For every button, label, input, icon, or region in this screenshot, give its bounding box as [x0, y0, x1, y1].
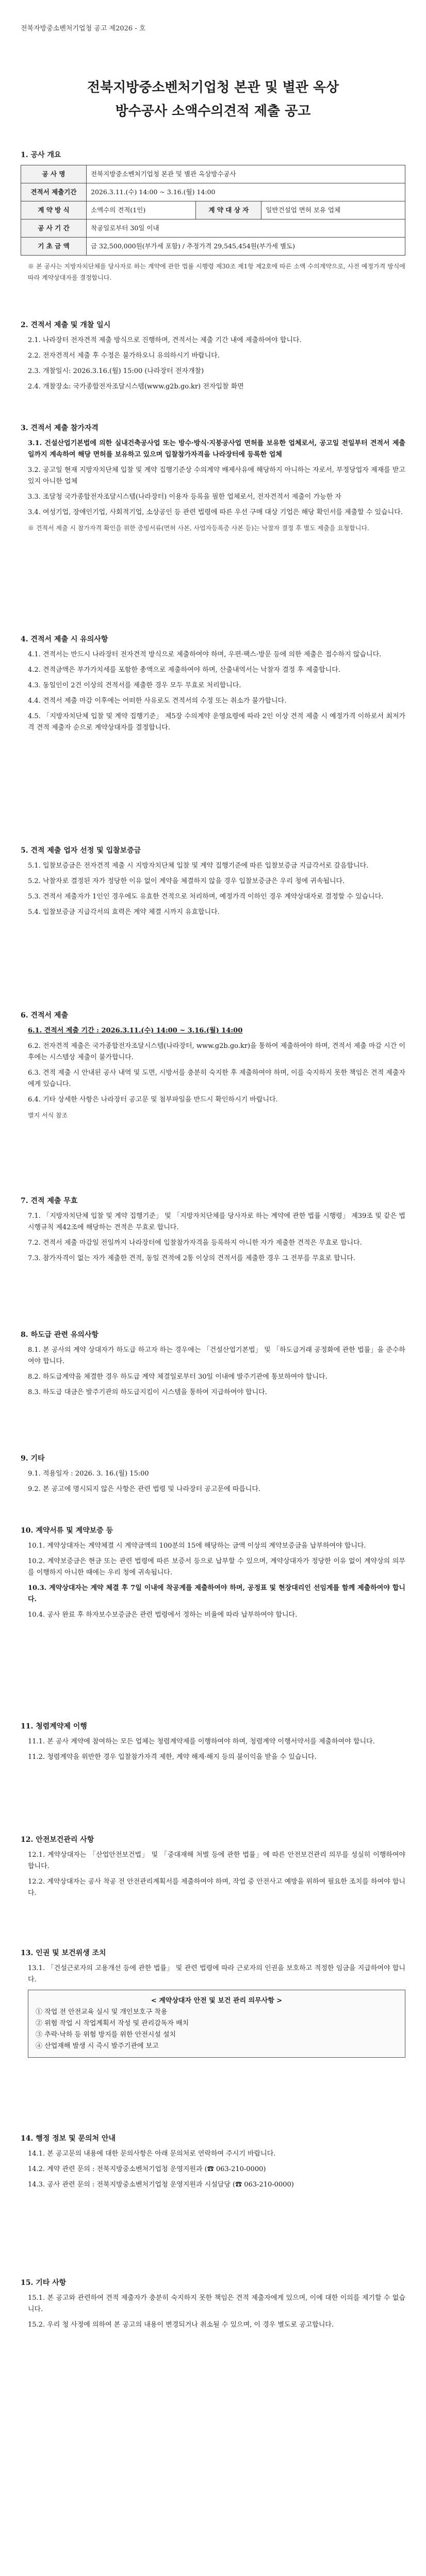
list-item: 3.4. 여성기업, 장애인기업, 사회적기업, 소상공인 등 관련 법령에 따른 우선 구매 대상 기업은 해당 확인서를 제출할 수 있습니다.	[28, 509, 403, 516]
overview-note: ※ 본 공사는 지방자치단체를 당사자로 하는 계약에 관한 법률 시행령 제30조 제1항 제2호에 따른 소액 수의계약으로, 사전 예정가격 방식에 따라 계약상대자를 결정합니다.	[28, 263, 405, 281]
list-item: 14.1. 본 공고문의 내용에 대한 문의사항은 아래 문의처로 연락하여 주시기 바랍니다.	[28, 2150, 276, 2158]
list-item: 3.2. 공고일 현재 지방자치단체 입찰 및 계약 집행기준상 수의계약 배제사유에 해당하지 아니하는 자로서, 부정당업자 제재를 받고 있지 아니한 업체	[28, 466, 405, 485]
table-value: 소액수의 견적(1인)	[87, 201, 196, 219]
obligation-line: ① 작업 전 안전교육 실시 및 개인보호구 착용	[36, 2008, 168, 2016]
list-item: 12.1. 계약상대자는 「산업안전보건법」 및 「중대재해 처벌 등에 관한 법률」에 따른 안전보건관리 의무를 성실히 이행하여야 합니다.	[28, 1851, 405, 1870]
section-human-rights	[21, 1947, 405, 2063]
list-item: 4.4. 견적서 제출 마감 이후에는 어떠한 사유로도 견적서의 수정 또는 취소가 불가합니다.	[28, 697, 287, 705]
list-item: 4.1. 견적서는 반드시 나라장터 전자견적 방식으로 제출하여야 하며, 우편·팩스·방문 등에 의한 제출은 접수하지 않습니다.	[28, 651, 382, 658]
section-heading: 5. 견적 제출 업자 선정 및 입찰보증금	[21, 846, 141, 855]
list-item: 11.2. 청렴계약을 위반한 경우 입찰참가자격 제한, 계약 해제·해지 등의 불이익을 받을 수 있습니다.	[28, 1753, 317, 1761]
list-item: 5.4. 입찰보증금 지급각서의 효력은 계약 체결 시까지 유효합니다.	[28, 908, 220, 916]
overview-table	[21, 165, 405, 256]
list-item: 8.2. 하도급계약을 체결한 경우 하도급 계약 체결일로부터 30일 이내에 발주기관에 통보하여야 합니다.	[28, 1373, 327, 1381]
section-bid-bond	[21, 845, 405, 922]
list-item: 4.5. 「지방자치단체 입찰 및 계약 집행기준」 제5장 수의계약 운영요령에 따라 2인 이상 견적 제출 시 예정가격 이하로서 최저가격 견적 제출자 순으로 계약상대자를 결정합니다.	[28, 713, 405, 732]
list-item: 15.2. 우리 청 사정에 의하여 본 공고의 내용이 변경되거나 취소될 수 있으며, 이 경우 별도로 공고합니다.	[28, 2321, 334, 2329]
section-submission-cautions	[21, 634, 405, 738]
list-item: 7.2. 견적서 제출 마감일 전일까지 나라장터에 입찰참가자격을 등록하지 아니한 자가 제출한 견적은 무효로 합니다.	[28, 1239, 362, 1247]
section-overview	[21, 149, 405, 287]
table-row	[21, 183, 405, 201]
table-value: 금 32,500,000원(부가세 포함) / 추정가격 29,545,454원(부가세 별도)	[87, 238, 405, 256]
table-value: 일반건설업 면허 보유 업체	[261, 201, 405, 219]
obligations-box	[28, 1990, 405, 2058]
section-heading: 1. 공사 개요	[21, 151, 61, 159]
obligations-box-title: < 계약상대자 안전 및 보건 관리 의무사항 >	[151, 1997, 283, 2005]
list-item: 10.4. 공사 완료 후 하자보수보증금은 관련 법령에서 정하는 비율에 따라 납부하여야 합니다.	[28, 1611, 298, 1619]
table-value: 착공일로부터 30일 이내	[87, 219, 405, 238]
form-reference-note: 별지 서식 참조	[28, 1112, 68, 1119]
table-row	[21, 165, 405, 183]
section-contract-documents	[21, 1525, 405, 1625]
list-item: 6.3. 견적 제출 시 안내된 공사 내역 및 도면, 시방서를 충분히 숙지한 후 제출하여야 하며, 이를 숙지하지 못한 책임은 견적 제출자에게 있습니다.	[28, 1069, 405, 1088]
eligibility-note: ※ 견적서 제출 시 참가자격 확인을 위한 증빙서류(면허 사본, 사업자등록증 사본 등)는 낙찰자 결정 후 별도 제출을 요청합니다.	[28, 524, 369, 532]
table-value: 2026.3.11.(수) 14:00 ~ 3.16.(월) 14:00	[87, 183, 405, 201]
table-row	[21, 201, 405, 219]
list-item: 3.3. 조달청 국가종합전자조달시스템(나라장터) 이용자 등록을 필한 업체로서, 전자견적서 제출이 가능한 자	[28, 493, 341, 501]
list-item: 6.1. 견적서 제출 기간 : 2026.3.11.(수) 14:00 ~ 3.16.(월) 14:00	[28, 1027, 243, 1035]
list-item: 13.1. 「건설근로자의 고용개선 등에 관한 법률」 및 관련 법령에 따라 근로자의 인권을 보호하고 적정한 임금을 지급하여야 합니다.	[28, 1964, 405, 1984]
section-contact	[21, 2133, 405, 2195]
section-heading: 6. 견적서 제출	[21, 1011, 68, 1020]
list-item: 15.1. 본 공고와 관련하여 견적 제출자가 충분히 숙지하지 못한 책임은 견적 제출자에게 있으며, 이에 대한 이의를 제기할 수 없습니다.	[28, 2294, 405, 2313]
list-item: 14.3. 공사 관련 문의 : 전북지방중소벤처기업청 운영지원과 시설담당 (☎ 063-210-0000)	[28, 2181, 294, 2189]
section-heading: 12. 안전보건관리 사항	[21, 1836, 94, 1844]
table-key: 공 사 명	[21, 165, 87, 183]
list-item: 3.1. 건설산업기본법에 의한 실내건축공사업 또는 방수·방식·지붕공사업 면허를 보유한 업체로서, 공고일 전일부터 견적서 제출일까지 계속하여 해당 면허를 보유하고 있으며 입찰참가자격을 나라장터에 등록한 업체	[28, 439, 405, 459]
list-item: 9.1. 적용일자 : 2026. 3. 16.(월) 15:00	[28, 1470, 149, 1478]
notice-number: 전북자방중소벤처기업청 공고 제2026 - 호	[21, 25, 146, 32]
obligation-line: ④ 산업재해 발생 시 즉시 발주기관에 보고	[36, 2042, 159, 2050]
list-item: 2.3. 개찰일시: 2026.3.16.(월) 15:00 (나라장터 전자개찰)	[28, 367, 204, 375]
section-heading: 3. 견적서 제출 참가자격	[21, 424, 99, 432]
list-item: 8.3. 하도급 대금은 발주기관의 하도급지킴이 시스템을 통하여 지급하여야 합니다.	[28, 1388, 267, 1396]
list-item: 5.3. 견적서 제출자가 1인인 경우에도 유효한 견적으로 처리하며, 예정가격 이하인 경우 계약상대자로 결정할 수 있습니다.	[28, 893, 384, 901]
list-item: 5.1. 입찰보증금은 전자견적 제출 시 지방자치단체 입찰 및 계약 집행기준에 따른 입찰보증금 지급각서로 갈음합니다.	[28, 862, 369, 870]
list-item: 4.2. 견적금액은 부가가치세를 포함한 총액으로 제출하여야 하며, 산출내역서는 낙찰자 결정 후 제출합니다.	[28, 666, 340, 674]
table-key: 견적서 제출기간	[21, 183, 87, 201]
section-submission-schedule	[21, 319, 405, 397]
section-other	[21, 2277, 405, 2335]
list-item: 2.2. 전자견적서 제출 후 수정은 불가하오니 유의하시기 바랍니다.	[28, 352, 220, 360]
list-item: 10.2. 계약보증금은 현금 또는 관련 법령에 따른 보증서 등으로 납부할 수 있으며, 계약상대자가 정당한 이유 없이 계약상의 의무를 이행하지 아니한 때에는 우리 청에 귀속됩니다.	[28, 1557, 405, 1577]
section-heading: 7. 견적 제출 무효	[21, 1197, 78, 1205]
section-heading: 9. 기타	[21, 1454, 45, 1463]
section-heading: 14. 행정 정보 및 문의처 안내	[21, 2134, 116, 2143]
table-key: 계 약 방 식	[21, 201, 87, 219]
obligation-line: ③ 추락·낙하 등 위험 방지를 위한 안전시설 설치	[36, 2031, 176, 2039]
list-item: 8.1. 본 공사의 계약 상대자가 하도급 하고자 하는 경우에는 「건설산업기본법」 및 「하도급거래 공정화에 관한 법률」을 준수하여야 합니다.	[28, 1346, 405, 1365]
table-row	[21, 238, 405, 256]
list-item: 10.1. 계약상대자는 계약체결 시 계약금액의 100분의 15에 해당하는 금액 이상의 계약보증금을 납부하여야 합니다.	[28, 1542, 366, 1550]
section-invalid-quotation	[21, 1195, 405, 1268]
section-heading: 8. 하도급 관련 유의사항	[21, 1331, 99, 1339]
table-key: 기 초 금 액	[21, 238, 87, 256]
section-quotation-submission	[21, 1010, 405, 1125]
table-key: 계 약 대 상 자	[196, 201, 261, 219]
section-heading: 10. 계약서류 및 계약보증 등	[21, 1527, 113, 1535]
section-heading: 15. 기타 사항	[21, 2279, 67, 2287]
table-key: 공 사 기 간	[21, 219, 87, 238]
section-heading: 13. 인권 및 보건위생 조치	[21, 1949, 106, 1957]
section-heading: 2. 견적서 제출 및 개찰 일시	[21, 321, 111, 329]
list-item: 6.2. 전자견적 제출은 국가종합전자조달시스템(나라장터, www.g2b.go.kr)을 통하여 제출하여야 하며, 견적서 제출 마감 시간 이후에는 시스템상 제출이 불가합니다.	[28, 1042, 405, 1061]
section-heading: 4. 견적서 제출 시 유의사항	[21, 635, 108, 643]
list-item: 7.1. 「지방자치단체 입찰 및 계약 집행기준」 및 「지방자치단체를 당사자로 하는 계약에 관한 법률 시행령」 제39조 및 같은 법 시행규칙 제42조에 해당하는 견적은 무효로 합니다.	[28, 1212, 405, 1231]
section-subcontract	[21, 1329, 405, 1402]
table-row	[21, 219, 405, 238]
section-eligibility	[21, 422, 405, 538]
section-misc	[21, 1453, 405, 1499]
list-item: 5.2. 낙찰자로 결정된 자가 정당한 이유 없이 계약을 체결하지 않을 경우 입찰보증금은 우리 청에 귀속됩니다.	[28, 877, 345, 885]
document-title-line2: 방수공사 소액수의견적 제출 공고	[115, 104, 311, 119]
list-item: 2.1. 나라장터 전자견적 제출 방식으로 진행하며, 견적서는 제출 기간 내에 제출하여야 합니다.	[28, 336, 302, 344]
list-item: 2.4. 개찰장소: 국가종합전자조달시스템(www.g2b.go.kr) 전자입찰 화면	[28, 383, 244, 391]
list-item: 12.2. 계약상대자는 공사 착공 전 안전관리계획서를 제출하여야 하며, 작업 중 안전사고 예방을 위하여 필요한 조치를 하여야 합니다.	[28, 1878, 405, 1897]
list-item: 9.2. 본 공고에 명시되지 않은 사항은 관련 법령 및 나라장터 공고문에 따릅니다.	[28, 1485, 261, 1493]
list-item: 7.3. 참가자격이 없는 자가 제출한 견적, 동일 견적에 2통 이상의 견적서를 제출한 경우 그 전부를 무효로 합니다.	[28, 1255, 355, 1262]
table-value: 전북지방중소벤처기업청 본관 및 별관 옥상방수공사	[87, 165, 405, 183]
list-item: 10.3. 계약상대자는 계약 체결 후 7일 이내에 착공계를 제출하여야 하며, 공정표 및 현장대리인 선임계를 함께 제출하여야 합니다.	[28, 1584, 405, 1603]
section-integrity-contract	[21, 1721, 405, 1767]
section-heading: 11. 청렴계약제 이행	[21, 1722, 87, 1731]
obligation-line: ② 위험 작업 시 작업계획서 작성 및 관리감독자 배치	[36, 2020, 189, 2027]
list-item: 6.4. 기타 상세한 사항은 나라장터 공고문 및 첨부파일을 반드시 확인하시기 바랍니다.	[28, 1096, 278, 1104]
list-item: 11.1. 본 공사 계약에 참여하는 모든 업체는 청렴계약제를 이행하여야 하며, 청렴계약 이행서약서를 제출하여야 합니다.	[28, 1738, 375, 1745]
section-safety-health	[21, 1834, 405, 1903]
list-item: 4.3. 동일인이 2건 이상의 견적서를 제출한 경우 모두 무효로 처리합니다.	[28, 682, 241, 689]
list-item: 14.2. 계약 관련 문의 : 전북지방중소벤처기업청 운영지원과 (☎ 063-210-0000)	[28, 2165, 266, 2173]
document-title-line1: 전북지방중소벤처기업청 본관 및 별관 옥상	[87, 80, 339, 95]
